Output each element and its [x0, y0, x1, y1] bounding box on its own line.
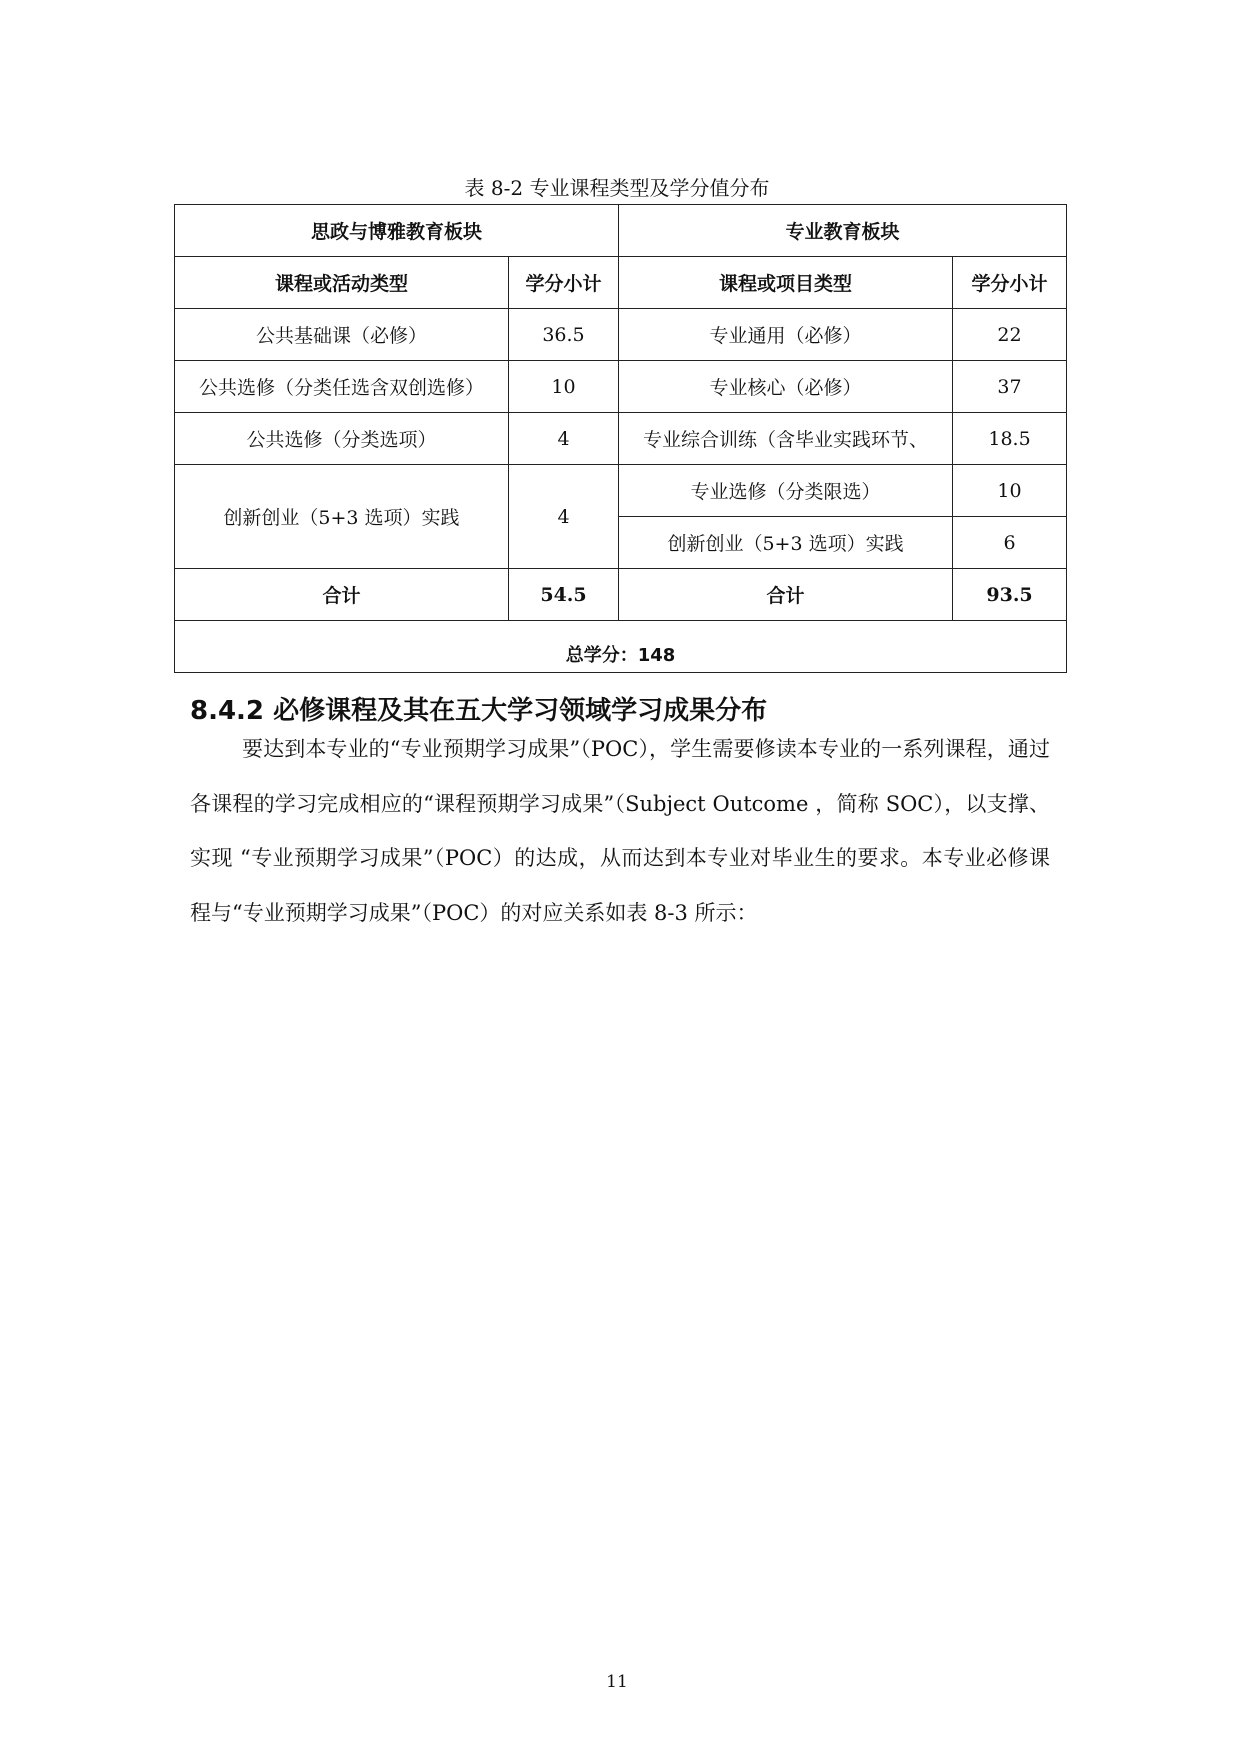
left-row-type: 公共选修（分类选项）: [175, 413, 509, 465]
right-row-type: 创新创业（5+3 选项）实践: [619, 517, 953, 569]
left-total-label: 合计: [175, 569, 509, 621]
left-type-header: 课程或活动类型: [175, 257, 509, 309]
right-row-credit: 22: [953, 309, 1067, 361]
right-row-type: 专业选修（分类限选）: [619, 465, 953, 517]
table-row: [175, 413, 1067, 465]
table-row: [175, 361, 1067, 413]
left-row-credit: 4: [509, 465, 619, 569]
right-credit-header: 学分小计: [953, 257, 1067, 309]
left-row-credit: 10: [509, 361, 619, 413]
body-paragraph: 要达到本专业的“专业预期学习成果”（POC），学生需要修读本专业的一系列课程，通过各课程的学习完成相应的“课程预期学习成果”（Subject Outcome ，简称 SOC），以支撑、实现 “专业预期学习成果”（POC）的达成，从而达到本专业对毕业生的要求。本专业必修课程与“专业预期学习成果”（POC）的对应关系如表 8-3 所示：: [190, 737, 1050, 925]
total-row: [175, 569, 1067, 621]
left-credit-header: 学分小计: [509, 257, 619, 309]
right-section-header: 专业教育板块: [619, 205, 1067, 257]
right-row-credit: 6: [953, 517, 1067, 569]
right-row-type: 专业核心（必修）: [619, 361, 953, 413]
credit-distribution-table: [174, 204, 1067, 673]
table-caption: 表 8-2 专业课程类型及学分值分布: [464, 176, 770, 200]
right-row-credit: 18.5: [953, 413, 1067, 465]
right-type-header: 课程或项目类型: [619, 257, 953, 309]
grand-total: 总学分：148: [175, 621, 1067, 673]
section-heading: 8.4.2 必修课程及其在五大学习领域学习成果分布: [190, 696, 768, 726]
right-total-value: 93.5: [953, 569, 1067, 621]
left-row-credit: 36.5: [509, 309, 619, 361]
right-row-type: 专业综合训练（含毕业实践环节、: [619, 413, 953, 465]
table-row: [175, 465, 1067, 517]
left-row-type: 创新创业（5+3 选项）实践: [175, 465, 509, 569]
left-row-credit: 4: [509, 413, 619, 465]
right-row-type: 专业通用（必修）: [619, 309, 953, 361]
page-number: 11: [606, 1672, 628, 1692]
right-row-credit: 37: [953, 361, 1067, 413]
left-section-header: 思政与博雅教育板块: [175, 205, 619, 257]
grand-total-row: [175, 621, 1067, 673]
right-total-label: 合计: [619, 569, 953, 621]
left-row-type: 公共基础课（必修）: [175, 309, 509, 361]
right-row-credit: 10: [953, 465, 1067, 517]
left-row-type: 公共选修（分类任选含双创选修）: [175, 361, 509, 413]
table-row: [175, 309, 1067, 361]
left-total-value: 54.5: [509, 569, 619, 621]
